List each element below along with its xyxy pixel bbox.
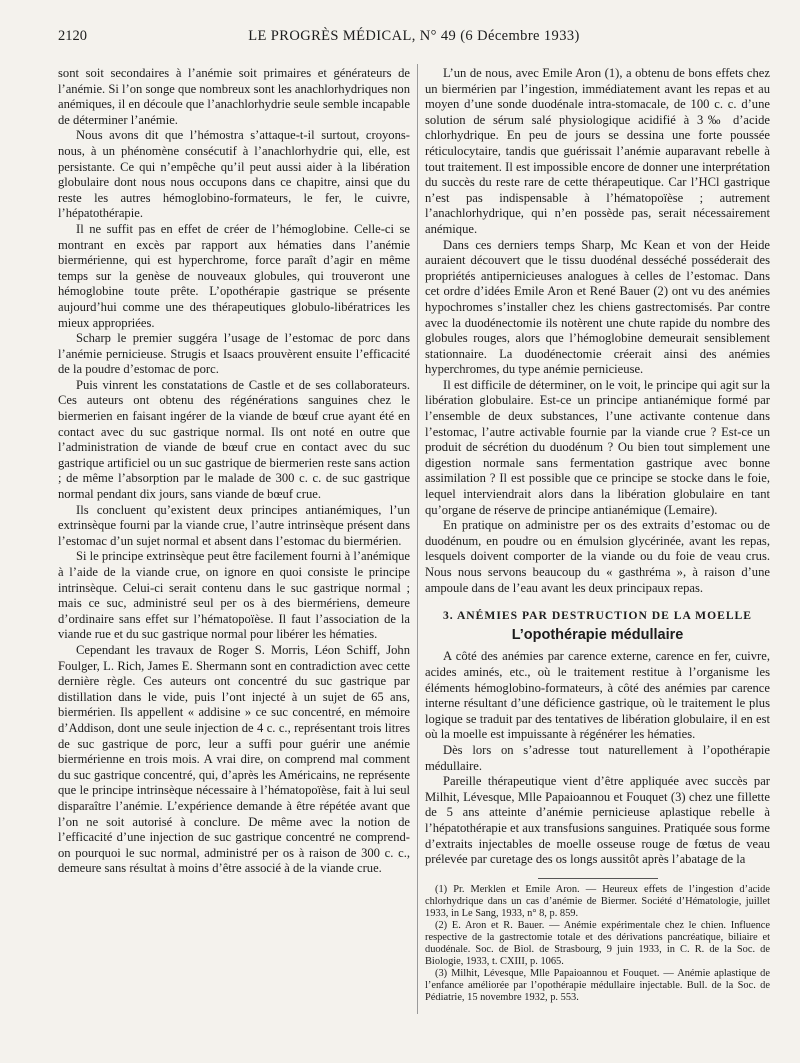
paragraph: Ils concluent qu’existent deux principes antianémiques, l’un extrinsèque fourni par la viande crue, l’autre intrinsèque présent dans l’estomac d’un sujet normal et absent dans l’estomac du biermérien. [58,502,410,548]
paragraph: Dès lors on s’adresse tout naturellement à l’opothérapie médullaire. [425,742,770,773]
subheading: L’opothérapie médullaire [511,626,684,643]
paragraph: sont soit secondaires à l’anémie soit primaires et générateurs de l’anémie. Si l’on songe que nombreux sont les anachlorhydriques non anémiques, il en découle que l’anachlorhydrie seule semble incapable de déterminer l’anémie. [58,66,410,127]
section-heading: 3. ANÉMIES PAR DESTRUCTION DE LA MOELLE [442,609,753,623]
right-column [425,66,770,1004]
paragraph: Il est difficile de déterminer, on le voit, le principe qui agit sur la libération globulaire. Est-ce un principe antianémique formé par l’ensemble de deux substances, l’une activante contenue dans l’estomac, l’autre activable fournie par la viande crue ? Est-ce un produit de sécrétion du duodénum ? Ou bien tout simplement une digestion normale sans fermentation gastrique avec bonne assimilation ? Il est possible que ce principe se stocke dans le foie, lequel interviendrait alors dans la libération globulaire en tant qu’organe de réserve de principe antianémique (Lemaire). [425,377,770,517]
paragraph: Il ne suffit pas en effet de créer de l’hémoglobine. Celle-ci se montrant en excès par rapport aux hématies dans l’anémie biermérienne, qui est hyperchrome, force paraît d’agir en même temps sur la genèse de nouveaux globules, qui trouveront une hémoglobine toute prête. L’opothérapie gastrique se présente aujourd’hui comme une des thérapeutiques globulo-libératrices les mieux appropriées. [58,221,410,330]
footnotes [425,884,770,1004]
paragraph: L’un de nous, avec Emile Aron (1), a obtenu de bons effets chez un biermérien par l’ingestion, immédiatement avant les repas et au moyen d’une sonde duodénale intra-stomacale, de 100 c. c. d’une solution de sérum salé physiologique acidifié à 3‰ d’acide chlorhydrique. En peu de jours se dessina une forte poussée réticulocytaire, tandis que guérissait l’anémie auparavant rebelle à tout traitement. Il est impossible encore de donner une interprétation du succès du reste rare de cette thérapeutique. Car l’HCl gastrique n’est pas indispensable à l’hématopoïèse ; autrement l’anachlorhydrique, qui n’en possède pas, serait nécessairement anémique. [425,66,770,236]
paragraph: Si le principe extrinsèque peut être facilement fourni à l’anémique à l’aide de la viande crue, on ignore en quoi consiste le principe intrinsèque. Celui-ci serait contenu dans le suc gastrique normal ; mais ce suc, administré seul per os à des biermériens, demeure d’ordinaire sans effet sur l’hématopoïèse. Il faut l’association de la viande rue et du suc gastrique normal pour libérer les hématies. [58,549,410,642]
left-column [58,66,410,877]
running-title: LE PROGRÈS MÉDICAL, N° 49 (6 Décembre 1933) [248,28,580,44]
footnote-divider [538,878,658,879]
paragraph: Pareille thérapeutique vient d’être appliquée avec succès par Milhit, Lévesque, Mlle Papaioannou et Fouquet (3) chez une fillette de 5 ans atteinte d’anémie pernicieuse aplastique rebelle à l’hépatothérapie et aux transfusions sanguines. Pratiquée sous forme d’extraits injectables de moelle osseuse rouge de fœtus de veau prélevée par curetage des os longs aussitôt après l’abatage de la [425,774,770,867]
page-number: 2120 [58,28,87,44]
paragraph: Cependant les travaux de Roger S. Morris, Léon Schiff, John Foulger, L. Rich, James E. Shermann sont en contradiction avec cette dernière règle. Ces auteurs ont concentré du suc gastrique par distillation dans le vide, puis l’ont injecté à un sujet de 65 ans, biermérien. Ils appellent « addisine » ce suc concentré, en mémoire d’Addison, dont une seule injection de 4 c. c., représentant trois litres de suc gastrique de porc, leur a suffi pour guérir une anémie biermérienne en trois mois. A vrai dire, on comprend mal comment du suc gastrique concentré, qui, d’après les Américains, ne représente que le principe intrinsèque nécessaire à l’hématopoïèse, fait à lui seul disparaître l’anémie. L’expérience demande à être répétée avant que l’on ne soit autorisé à conclure. De même avec la notion de l’efficacité d’une injection de suc gastrique concentré ne comprend-on pourquoi le suc normal, administré per os à raison de 300 c. c., demeure sans résultat à moins d’être associé à de la viande crue. [58,642,410,876]
paragraph: A côté des anémies par carence externe, carence en fer, cuivre, acides aminés, etc., où le traitement restitue à l’organisme les éléments hémoglobino-formateurs, à côté des anémies par carence interne résultant d’une déficience gastrique, où le traitement le plus logique se traduit par des tentatives de libération globulaire, il en est où la moelle est impuissante à régénérer les hématies. [425,649,770,742]
footnote: (3) Milhit, Lévesque, Mlle Papaioannou et Fouquet. — Anémie aplastique de l’enfance améliorée par l’opothérapie médullaire injectable. Bull. de la Soc. de Pédiatrie, 15 novembre 1932, p. 553. [425,967,770,1003]
paragraph: Dans ces derniers temps Sharp, Mc Kean et von der Heide auraient découvert que le tissu duodénal desséché posséderait des propriétés antipernicieuses analogues à celles de l’estomac. Dans cet ordre d’idées Emile Aron et René Bauer (2) ont vu des anémies hypochromes s’installer chez les chiens gastrectomisés. Par contre avec la duodénectomie ils notèrent une chute rapide du nombre des globules rouges, alors que l’hémoglobine demeurait sensiblement stationnaire. La duodénectomie créerait ainsi des anémies hyperchromes, du type anémie pernicieuse. [425,237,770,377]
footnote: (1) Pr. Merklen et Emile Aron. — Heureux effets de l’ingestion d’acide chlorhydrique dans un cas d’anémie de Biermer. Société d’Hématologie, juillet 1933, in Le Sang, 1933, n° 8, p. 859. [425,883,770,919]
paragraph: Puis vinrent les constatations de Castle et de ses collaborateurs. Ces auteurs ont obtenu des régénérations sanguines chez le biermerien en faisant ingérer de la viande de bœuf crue ayant été en contact avec du suc gastrique normal. Ils ont noté en outre que l’administration de viande de bœuf crue en contact avec du suc gastrique artificiel ou un suc gastrique de biermerien reste sans action ; de même l’absorption par le malade de 300 c. c. de suc gastrique normal pendant dix jours, sans viande de bœuf crue. [58,377,410,502]
footnote: (2) E. Aron et R. Bauer. — Anémie expérimentale chez le chien. Influence respective de la gastrectomie totale et des dérivations pancréatique, biliaire et duodénale. Soc. de Biol. de Strasbourg, 9 juin 1933, in C. R. de la Soc. de Biologie, 1933, t. CXIII, p. 1065. [425,919,770,967]
paragraph: Scharp le premier suggéra l’usage de l’estomac de porc dans l’anémie pernicieuse. Strugis et Isaacs prouvèrent ensuite l’efficacité de la poudre d’estomac de porc. [58,331,410,377]
column-divider [417,64,418,1014]
running-header [58,28,770,48]
paragraph: Nous avons dit que l’hémostra s’attaque-t-il surtout, croyons-nous, à un phénomène consécutif à l’anachlorhydrie qui, elle, est persistante. Ce qui n’empêche qu’il peut aussi aider à la libération globulaire dont nous nous occupons dans ce chapitre, ainsi que du reste les autres hémoglobino-formateurs, le fer, le cuivre, l’hépatothérapie. [58,128,410,221]
paragraph: En pratique on administre per os des extraits d’estomac ou de duodénum, en poudre ou en émulsion glycérinée, avant les repas, lesquels doivent comporter de la viande ou du foie de veau crus. Nous nous servons beaucoup du « gasthréma », à raison d’une ampoule dans de l’eau avant les deux principaux repas. [425,518,770,595]
